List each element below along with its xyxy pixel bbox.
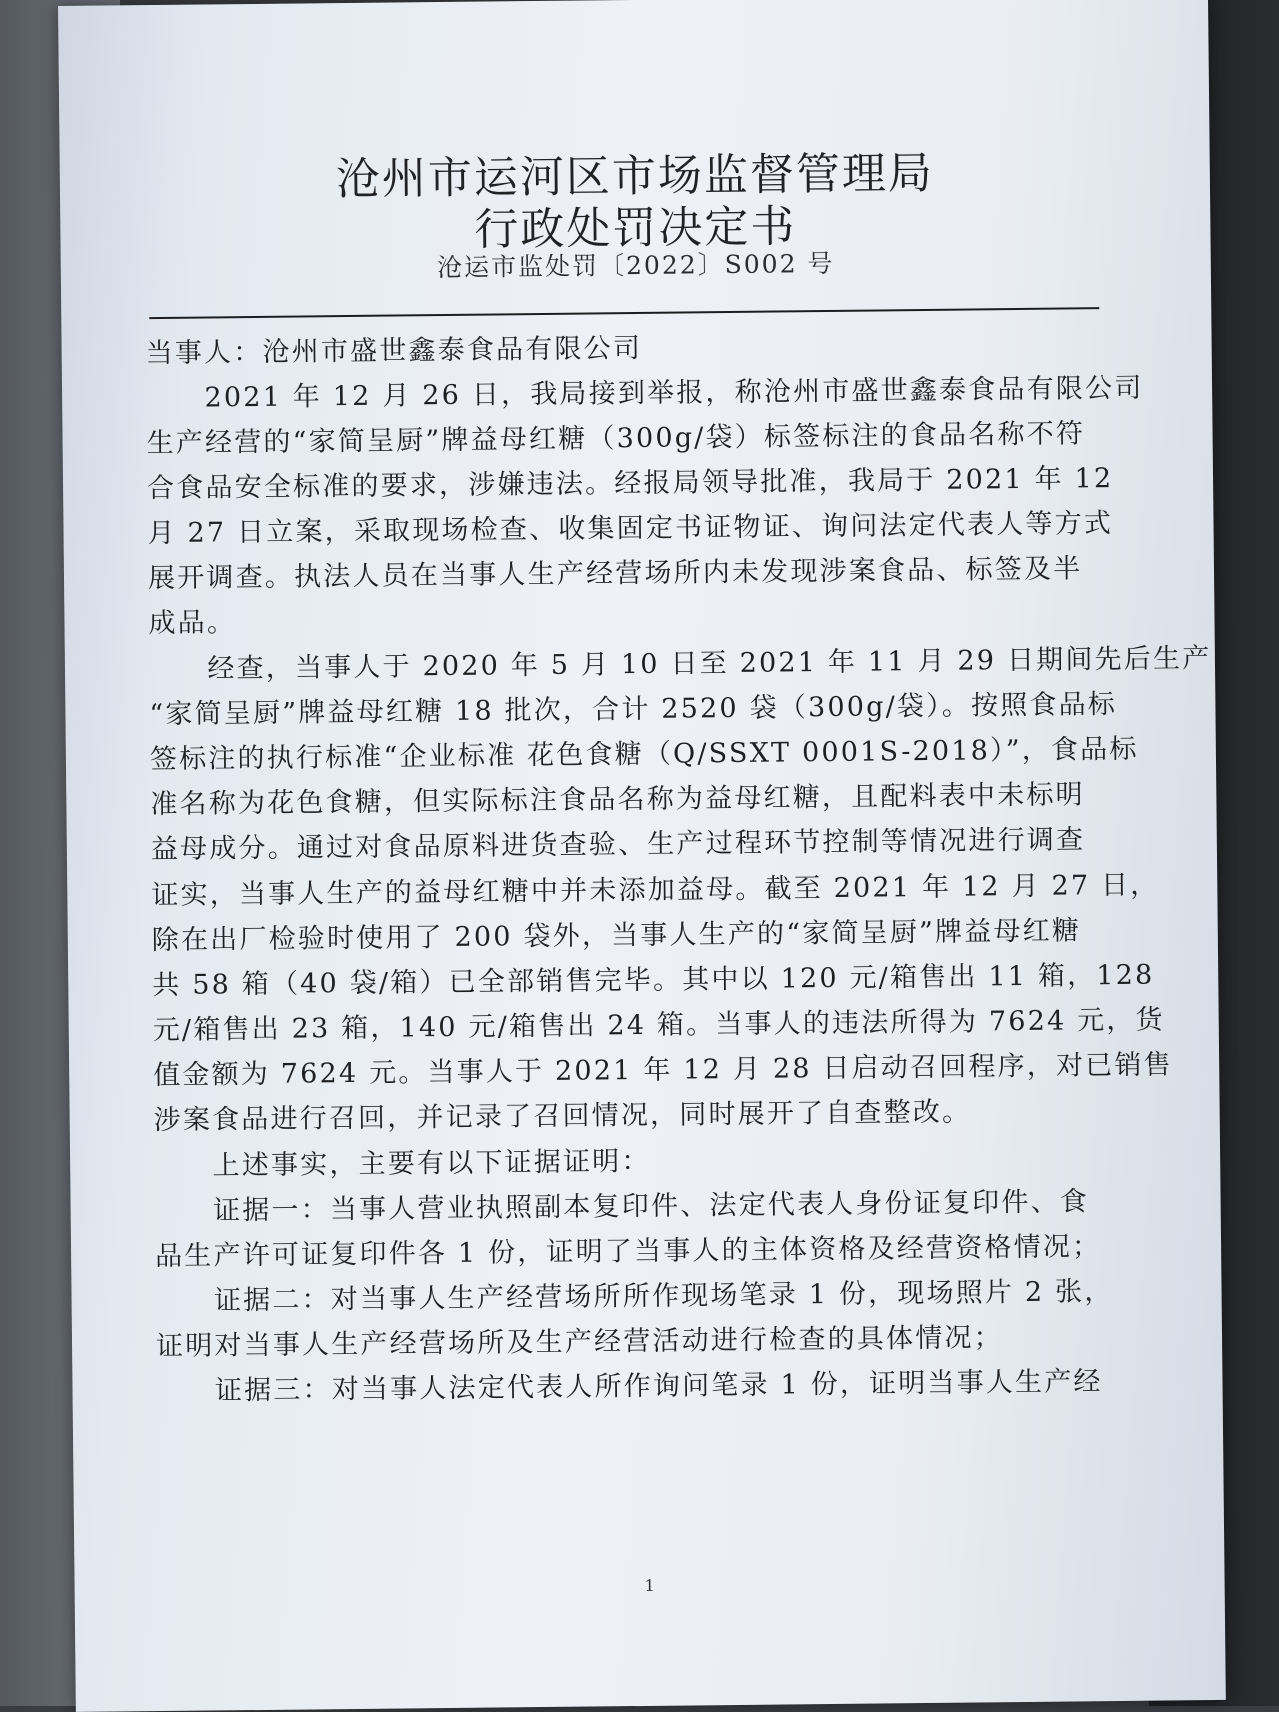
document-title-line1: 沧州市运河区市场监督管理局 (335, 147, 935, 206)
body-line: “家简呈厨”牌益母红糖 18 批次，合计 2520 袋（300g/袋）。按照食品标 (149, 688, 1118, 731)
body-line: 月 27 日立案，采取现场检查、收集固定书证物证、询问法定代表人等方式 (147, 508, 1114, 550)
body-line: 上述事实，主要有以下证据证明： (154, 1145, 651, 1183)
body-line: 2021 年 12 月 26 日，我局接到举报，称沧州市盛世鑫泰食品有限公司 (145, 372, 1144, 415)
body-line: 益母成分。通过对食品原料进货查验、生产过程环节控制等情况进行调查 (150, 824, 1086, 866)
body-line: 证据三：对当事人法定代表人所作询问笔录 1 份，证明当事人生产经 (156, 1366, 1103, 1408)
document-title-line2: 行政处罚决定书 (474, 201, 797, 256)
body-line: 涉案食品进行召回，并记录了召回情况，同时展开了自查整改。 (153, 1096, 972, 1137)
body-line: 展开调查。执法人员在当事人生产经营场所内未发现涉案食品、标签及半 (147, 553, 1083, 595)
paper-sheet (58, 0, 1226, 1712)
document-page (58, 0, 1226, 1712)
body-line: 经查，当事人于 2020 年 5 月 10 日至 2021 年 11 月 29 日期间先后生产 (148, 642, 1212, 686)
body-line: 共 58 箱（40 袋/箱）已全部销售完毕。其中以 120 元/箱售出 11 箱，128 (152, 959, 1155, 1002)
body-line: 值金额为 7624 元。当事人于 2021 年 12 月 28 日启动召回程序，对已销售 (153, 1049, 1173, 1092)
body-line: 当事人：沧州市盛世鑫泰食品有限公司 (145, 332, 643, 370)
body-line: 签标注的执行标准“企业标准 花色食糖（Q/SSXT 0001S-2018）”，食品标 (149, 733, 1139, 776)
body-line: 证据二：对当事人生产经营场所所作现场笔录 1 份，现场照片 2 张， (155, 1276, 1114, 1318)
body-line: 元/箱售出 23 箱，140 元/箱售出 24 箱。当事人的违法所得为 7624 元，货 (152, 1004, 1165, 1047)
document-number: 沧运市监处罚〔2022〕S002 号 (436, 248, 835, 283)
body-line: 成品。 (148, 607, 237, 640)
body-line: 证明对当事人生产经营场所及生产经营活动进行检查的具体情况； (155, 1322, 1004, 1363)
body-line: 证据一：当事人营业执照副本复印件、法定代表人身份证复印件、食 (154, 1186, 1090, 1228)
body-line: 生产经营的“家简呈厨”牌益母红糖（300g/袋）标签标注的食品名称不符 (146, 418, 1086, 460)
header-divider (149, 307, 1099, 319)
page-number: 1 (644, 1575, 655, 1595)
body-line: 准名称为花色食糖，但实际标注食品名称为益母红糖，且配料表中未标明 (150, 779, 1085, 821)
body-line: 品生产许可证复印件各 1 份，证明了当事人的主体资格及经营资格情况； (154, 1231, 1102, 1273)
body-line: 合食品安全标准的要求，涉嫌违法。经报局领导批准，我局于 2021 年 12 (146, 462, 1114, 505)
body-line: 除在出厂检验时使用了 200 袋外，当事人生产的“家简呈厨”牌益母红糖 (151, 915, 1082, 957)
body-line: 证实，当事人生产的益母红糖中并未添加益母。截至 2021 年 12 月 27 日， (151, 869, 1160, 912)
